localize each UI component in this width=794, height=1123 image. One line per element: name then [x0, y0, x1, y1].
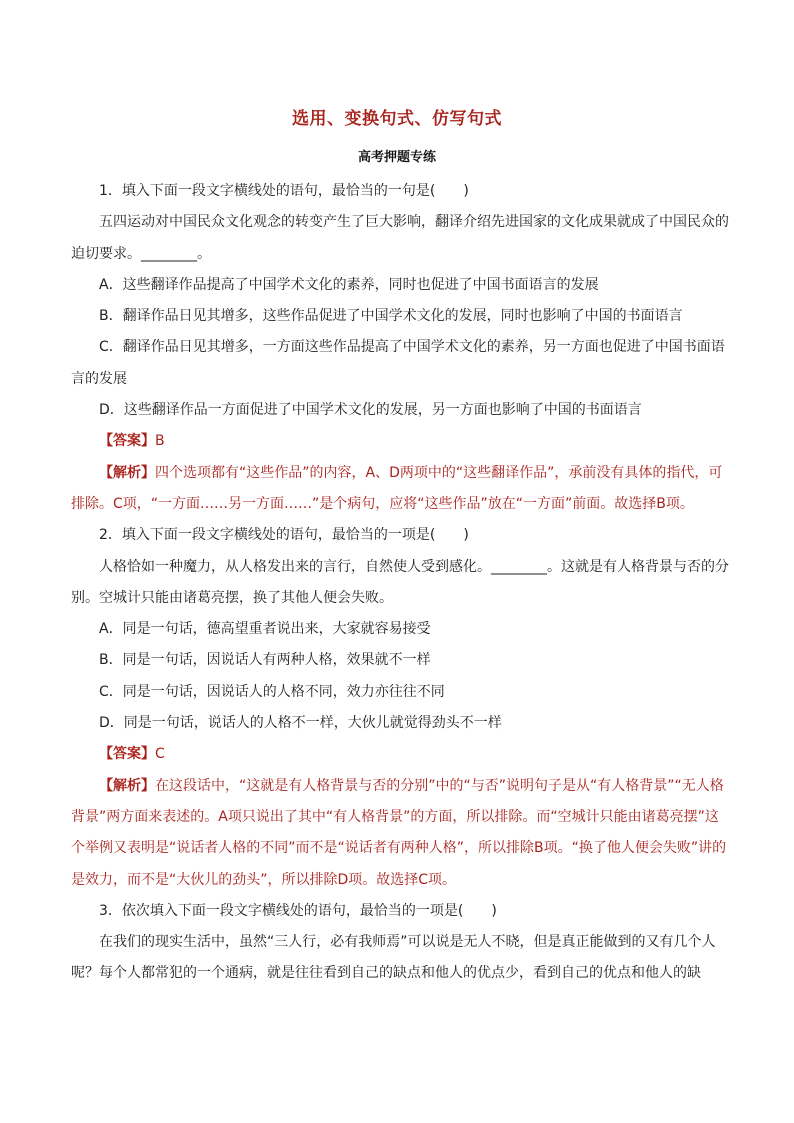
- q2-analysis: [71, 771, 731, 896]
- q2-option-d: D．同是一句话，说话人的人格不一样，大伙儿就觉得劲头不一样: [99, 715, 502, 732]
- q1-analysis-tag: 【解析】: [99, 464, 155, 481]
- q1-option-d: D．这些翻译作品一方面促进了中国学术文化的发展，另一方面也影响了中国的书面语言: [99, 402, 642, 419]
- q2-answer-value: C: [155, 746, 165, 763]
- q1-option-b: B．翻译作品日见其增多，这些作品促进了中国学术文化的发展，同时也影响了中国的书面语言: [99, 308, 683, 325]
- q2-answer-tag: 【答案】: [99, 746, 155, 763]
- q1-analysis: [71, 458, 731, 521]
- q3-stem: 3．依次填入下面一段文字横线处的语句，最恰当的一项是( ): [99, 902, 497, 919]
- q2-option-b: B．同是一句话，因说话人有两种人格，效果就不一样: [99, 652, 431, 669]
- q1-analysis-text: 四个选项都有“这些作品”的内容，A、D两项中的“这些翻译作品”，承前没有具体的指代，可排除。C项，“一方面……另一方面……”是个病句，应将“这些作品”放在“一方面”前面。故选择B项。: [71, 464, 723, 512]
- q1-passage: 五四运动对中国民众文化观念的转变产生了巨大影响，翻译介绍先进国家的文化成果就成了中国民众的迫切要求。________。: [71, 214, 729, 262]
- q2-answer: [71, 739, 731, 770]
- q1-answer: [71, 426, 731, 457]
- page-title: 选用、变换句式、仿写句式: [292, 109, 502, 129]
- q1-option-c: C．翻译作品日见其增多，一方面这些作品提高了中国学术文化的素养，另一方面也促进了中国书面语言的发展: [71, 339, 725, 387]
- q1-answer-value: B: [155, 433, 165, 450]
- document-body: [71, 176, 731, 990]
- page-subtitle: 高考押题专练: [357, 150, 436, 165]
- q1-option-a: A．这些翻译作品提高了中国学术文化的素养，同时也促进了中国书面语言的发展: [99, 276, 599, 293]
- q3-passage: 在我们的现实生活中，虽然“三人行，必有我师焉”可以说是无人不晓，但是真正能做到的又有几个人呢？每个人都常犯的一个通病，就是往往看到自己的缺点和他人的优点少，看到自己的优点和他人的缺: [71, 934, 716, 982]
- q1-answer-tag: 【答案】: [99, 433, 155, 450]
- q2-passage: 人格恰如一种魔力，从人格发出来的言行，自然使人受到感化。________。这就是有人格背景与否的分别。空城计只能由诸葛亮摆，换了其他人便会失败。: [71, 558, 729, 606]
- q2-analysis-tag: 【解析】: [99, 777, 155, 794]
- q1-stem: 1．填入下面一段文字横线处的语句，最恰当的一句是( ): [99, 183, 469, 199]
- q2-option-c: C．同是一句话，因说话人的人格不同，效力亦往往不同: [99, 683, 445, 700]
- q2-option-a: A．同是一句话，德高望重者说出来，大家就容易接受: [99, 621, 431, 638]
- q2-stem: 2．填入下面一段文字横线处的语句，最恰当的一项是( ): [99, 527, 469, 544]
- q2-analysis-text: 在这段话中，“这就是有人格背景与否的分别”中的“与否”说明句子是从“有人格背景”“无人格背景”两方面来表述的。A项只说出了其中“有人格背景”的方面，所以排除。而“空城计只能由诸葛亮摆”这个举例又表明是“说话者人格的不同”而不是“说话者有两种人格”，所以排除B项。“换了他人便会失败”讲的是效力，而不是“大伙儿的劲头”，所以排除D项。故选择C项。: [71, 777, 727, 888]
